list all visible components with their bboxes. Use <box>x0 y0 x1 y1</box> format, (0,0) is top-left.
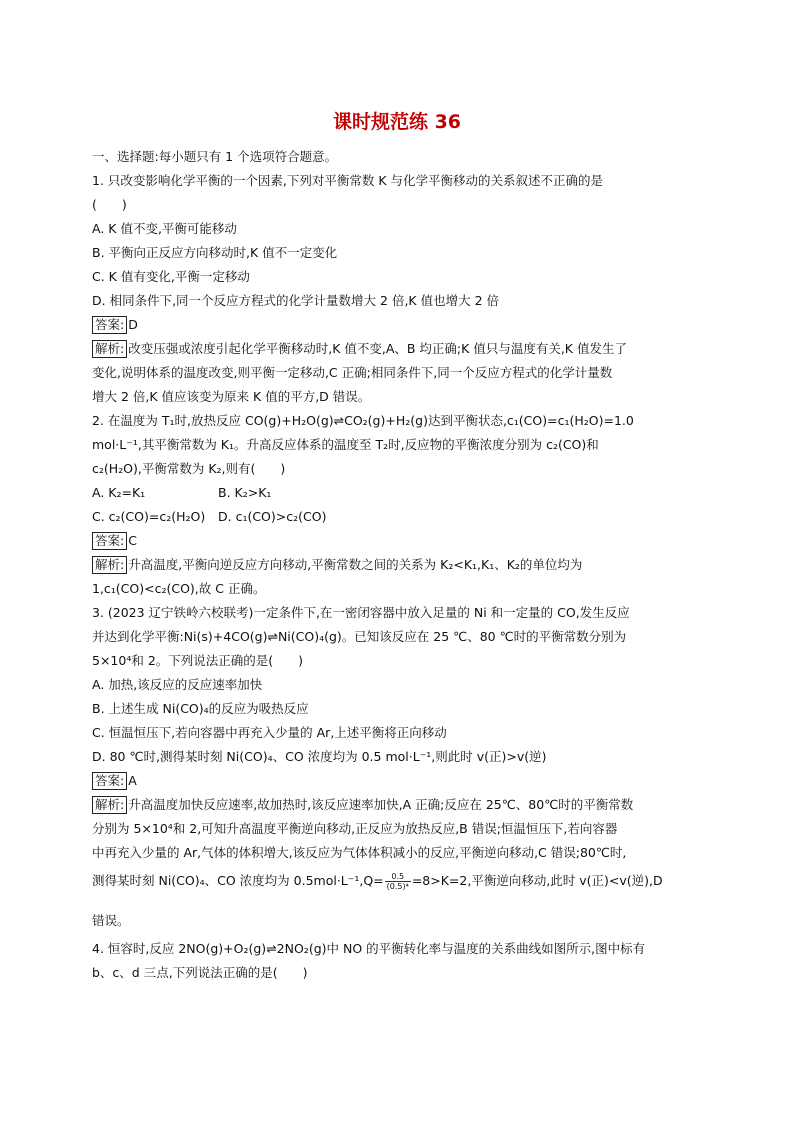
q1-option-d: D. 相同条件下,同一个反应方程式的化学计量数增大 2 倍,K 值也增大 2 倍 <box>92 293 499 308</box>
analysis-text: 升高温度加快反应速率,故加热时,该反应速率加快,A 正确;反应在 25℃、80℃时的平衡常数 <box>128 797 634 812</box>
q2-option-c: C. c₂(CO)=c₂(H₂O) <box>92 509 206 524</box>
q4-stem-line-2: b、c、d 三点,下列说法正确的是( ) <box>92 965 308 980</box>
fraction-denominator: (0.5)⁴ <box>386 882 409 891</box>
answer-label: 答案: <box>92 772 127 790</box>
q1-answer <box>92 316 138 334</box>
q3-stem-line-1: 3. (2023 辽宁铁岭六校联考)一定条件下,在一密闭容器中放入足量的 Ni 和一定量的 CO,发生反应 <box>92 605 630 620</box>
q1-analysis-line-2: 变化,说明体系的温度改变,则平衡一定移动,C 正确;相同条件下,同一个反应方程式的化学计量数 <box>92 365 613 380</box>
analysis-label: 解析: <box>92 796 127 814</box>
q4-stem-line-1: 4. 恒容时,反应 2NO(g)+O₂(g)⇌2NO₂(g)中 NO 的平衡转化率与温度的关系曲线如图所示,图中标有 <box>92 941 646 956</box>
page-title: 课时规范练 36 <box>332 111 462 133</box>
analysis-label: 解析: <box>92 556 127 574</box>
analysis-text: 改变压强或浓度引起化学平衡移动时,K 值不变,A、B 均正确;K 值只与温度有关,K 值发生了 <box>128 341 627 356</box>
q3-analysis-line-1 <box>92 796 633 814</box>
q2-analysis-line-2: 1,c₁(CO)<c₂(CO),故 C 正确。 <box>92 581 266 596</box>
q1-option-a: A. K 值不变,平衡可能移动 <box>92 221 237 236</box>
q3-analysis-line-3: 中再充入少量的 Ar,气体的体积增大,该反应为气体体积减小的反应,平衡逆向移动,C 错误;80℃时, <box>92 845 627 860</box>
q2-option-a: A. K₂=K₁ <box>92 485 146 500</box>
q2-stem-line-1: 2. 在温度为 T₁时,放热反应 CO(g)+H₂O(g)⇌CO₂(g)+H₂(g)达到平衡状态,c₁(CO)=c₁(H₂O)=1.0 <box>92 413 634 428</box>
q2-option-b: B. K₂>K₁ <box>218 485 272 500</box>
q2-answer <box>92 532 137 550</box>
q2-option-d: D. c₁(CO)>c₂(CO) <box>218 509 327 524</box>
q2-analysis-line-1 <box>92 556 582 574</box>
answer-label: 答案: <box>92 316 127 334</box>
q2-stem-line-3: c₂(H₂O),平衡常数为 K₂,则有( ) <box>92 461 286 476</box>
analysis-label: 解析: <box>92 340 127 358</box>
q3-analysis-line-4 <box>92 872 663 891</box>
q1-option-c: C. K 值有变化,平衡一定移动 <box>92 269 250 284</box>
analysis-text: 升高温度,平衡向逆反应方向移动,平衡常数之间的关系为 K₂<K₁,K₁、K₂的单位均为 <box>128 557 583 572</box>
q1-analysis-line-3: 增大 2 倍,K 值应该变为原来 K 值的平方,D 错误。 <box>92 389 371 404</box>
answer-label: 答案: <box>92 532 127 550</box>
q2-stem-line-2: mol·L⁻¹,其平衡常数为 K₁。升高反应体系的温度至 T₂时,反应物的平衡浓度分别为 c₂(CO)和 <box>92 437 599 452</box>
answer-value: A <box>128 773 137 788</box>
section-heading: 一、选择题:每小题只有 1 个选项符合题意。 <box>92 149 338 164</box>
q3-option-b: B. 上述生成 Ni(CO)₄的反应为吸热反应 <box>92 701 309 716</box>
fraction <box>385 872 411 891</box>
q3-stem-line-2: 并达到化学平衡:Ni(s)+4CO(g)⇌Ni(CO)₄(g)。已知该反应在 25 ℃、80 ℃时的平衡常数分别为 <box>92 629 627 644</box>
q1-option-b: B. 平衡向正反应方向移动时,K 值不一定变化 <box>92 245 338 260</box>
q1-stem: 1. 只改变影响化学平衡的一个因素,下列对平衡常数 K 与化学平衡移动的关系叙述不正确的是 <box>92 173 604 188</box>
q3-option-d: D. 80 ℃时,测得某时刻 Ni(CO)₄、CO 浓度均为 0.5 mol·L⁻¹,则此时 v(正)>v(逆) <box>92 749 547 764</box>
analysis-text-post: =8>K=2,平衡逆向移动,此时 v(正)<v(逆),D <box>411 873 663 888</box>
answer-value: D <box>128 317 138 332</box>
q3-stem-line-3: 5×10⁴和 2。下列说法正确的是( ) <box>92 653 304 668</box>
q1-blank: ( ) <box>92 197 127 212</box>
fraction-numerator: 0.5 <box>385 872 411 882</box>
q3-option-c: C. 恒温恒压下,若向容器中再充入少量的 Ar,上述平衡将正向移动 <box>92 725 447 740</box>
q1-analysis-line-1 <box>92 340 627 358</box>
q3-analysis-line-2: 分别为 5×10⁴和 2,可知升高温度平衡逆向移动,正反应为放热反应,B 错误;恒温恒压下,若向容器 <box>92 821 618 836</box>
answer-value: C <box>128 533 137 548</box>
q3-answer <box>92 772 137 790</box>
q3-option-a: A. 加热,该反应的反应速率加快 <box>92 677 263 692</box>
analysis-text-pre: 测得某时刻 Ni(CO)₄、CO 浓度均为 0.5mol·L⁻¹,Q= <box>92 873 384 888</box>
q3-analysis-line-5: 错误。 <box>92 913 130 928</box>
